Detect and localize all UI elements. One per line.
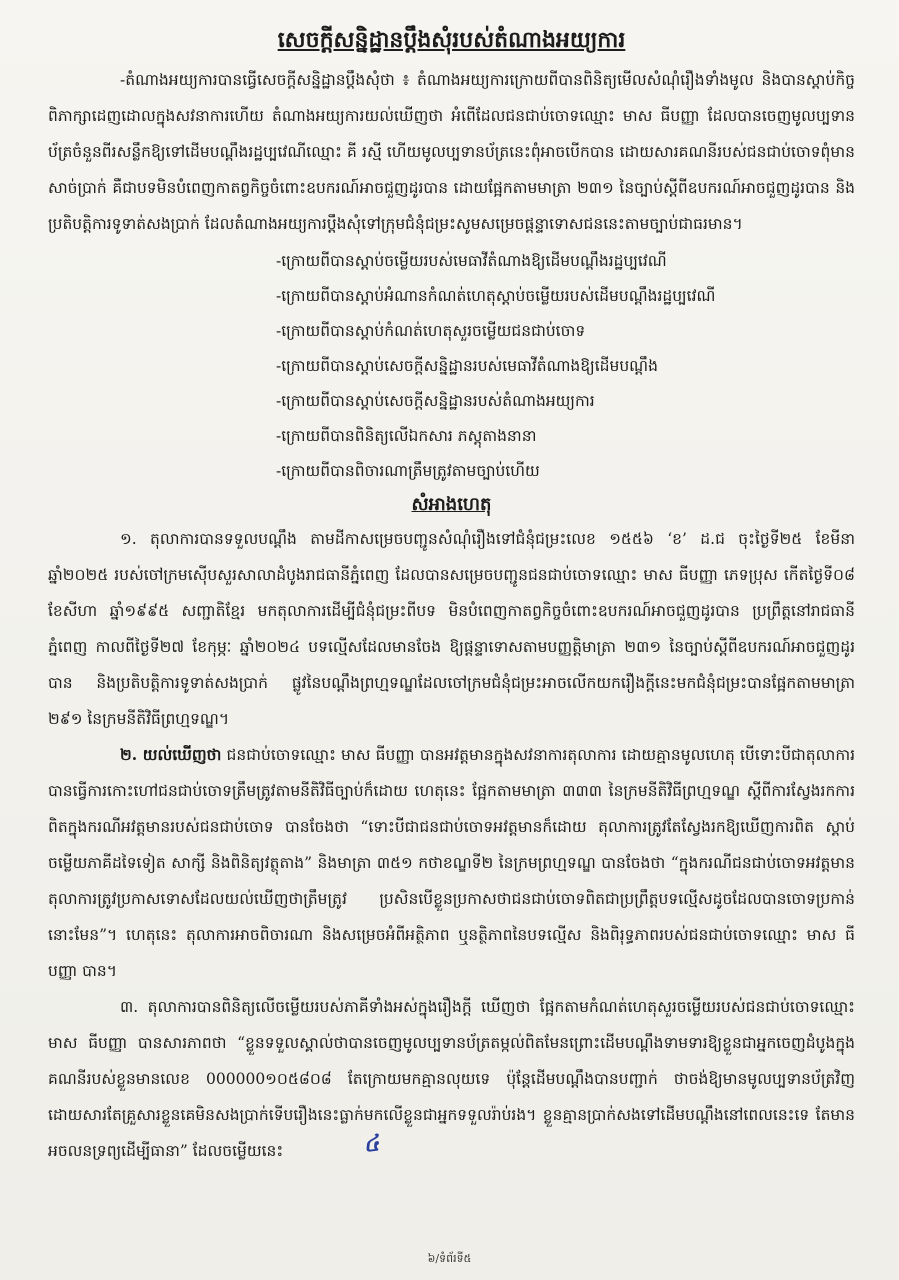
reason-paragraph-3 — [48, 989, 855, 1169]
reason-text: ៣. តុលាការបានពិនិត្យលើចម្លើយរបស់ភាគីទាំងអស់ក្នុងរឿងក្ដី ឃើញថា ផ្អែកតាមកំណត់ហេតុសួរចម្លើយរបស់ជនជាប់ចោទឈ្មោះ មាស ធីបញ្ញា បានសារភាពថា “ខ្លួនទទួលស្គាល់ថាបានចេញមូលប្បទានប័ត្រតម្កល់ពិតមែនព្រោះដើមបណ្ដឹងទាមទារឱ្យខ្លួនជាអ្នកចេញដំបូងក្នុងគណនីរបស់ខ្លួនមានលេខ 000000១០៥៨០៨ តែក្រោយមកគ្មានលុយទេ ប៉ុន្តែដើមបណ្ដឹងបានបញ្ជាក់ ថាចង់ឱ្យមានមូលប្បទានប័ត្រវិញ ដោយសារតែគ្រួសារខ្លួនគេមិនសងប្រាក់ទើបរឿងនេះធ្លាក់មកលើខ្លួនជាអ្នកទទួលរ៉ាប់រង។ ខ្លួនគ្មានប្រាក់សងទៅដើមបណ្ដឹងនៅពេលនេះទេ តែមានអចលនទ្រព្យដើម្បីធានា” ដែលចម្លើយនេះ — [48, 998, 855, 1160]
reason-label: ២. យល់ឃើញថា — [120, 745, 222, 764]
reason-text: ១. តុលាការបានទទួលបណ្ដឹង តាមដីកាសម្រេចបញ្ជូនសំណុំរឿងទៅជំនុំជម្រះលេខ ១៥៥៦ ‘ខ’ ដ.ជ ចុះថ្ងៃទី២៥ ខែមីនា ឆ្នាំ២០២៥ របស់ចៅក្រមស៊ើបសួរសាលាដំបូងរាជធានីភ្នំពេញ ដែលបានសម្រេចបញ្ជូនជនជាប់ចោទឈ្មោះ មាស ធីបញ្ញា ភេទប្រុស កើតថ្ងៃទី០៨ ខែសីហា ឆ្នាំ១៩៩៥ សញ្ជាតិខ្មែរ មកតុលាការដើម្បីជំនុំជម្រះពីបទ មិនបំពេញកាតព្វកិច្ចចំពោះឧបករណ៍អាចជួញដូរបាន ប្រព្រឹត្តនៅរាជធានីភ្នំពេញ កាលពីថ្ងៃទី២៧ ខែកុម្ភៈ ឆ្នាំ២០២៤ បទល្មើសដែលមានចែង ឱ្យផ្ដន្ទាទោសតាមបញ្ញត្តិមាត្រា ២៣១ នៃច្បាប់ស្ដីពីឧបករណ៍អាចជួញដូរបាន និងប្រតិបត្តិការទូទាត់សងប្រាក់ ផ្លូវនៃបណ្ដឹងព្រហ្មទណ្ឌដែលចៅក្រមជំនុំជម្រះអាចលើកយករឿងក្ដីនេះមកជំនុំជម្រះបានផ្អែកតាមមាត្រា ២៩១ នៃក្រមនីតិវិធីព្រហ្មទណ្ឌ។ — [48, 530, 855, 728]
document-title: សេចក្ដីសន្និដ្ឋានប្ដឹងសុំរបស់តំណាងអយ្យការ — [277, 27, 626, 53]
procedure-list — [48, 244, 855, 489]
list-item: -ក្រោយពីបានស្ដាប់កំណត់ហេតុសួរចម្លើយជនជាប់ចោទ — [276, 322, 586, 340]
reason-paragraph-2 — [48, 737, 855, 989]
list-item: -ក្រោយពីបានពិចារណាត្រឹមត្រូវតាមច្បាប់ហើយ — [276, 462, 540, 480]
list-item: -ក្រោយពីបានស្ដាប់ចម្លើយរបស់មេធាវីតំណាងឱ្យដើមបណ្ដឹងរដ្ឋប្បវេណី — [276, 252, 667, 270]
page-number: ៦/ទំព័រទី៥ — [427, 1252, 472, 1265]
list-item: -ក្រោយពីបានស្ដាប់សេចក្ដីសន្និដ្ឋានរបស់មេធាវីតំណាងឱ្យដើមបណ្ដឹង — [276, 357, 658, 375]
section-heading: សំអាងហេតុ — [411, 494, 492, 515]
list-item: -ក្រោយពីបានស្ដាប់សេចក្ដីសន្និដ្ឋានរបស់តំណាងអយ្យការ — [276, 392, 595, 410]
reason-text: ជនជាប់ចោទឈ្មោះ មាស ធីបញ្ញា បានអវត្តមានក្នុងសវនាការតុលាការ ដោយគ្មានមូលហេតុ បើទោះបីជាតុលាការបានធ្វើការកោះហៅជនជាប់ចោទត្រឹមត្រូវតាមនីតិវិធីច្បាប់ក៏ដោយ ហេតុនេះ ផ្អែកតាមមាត្រា ៣៣៣ នៃក្រមនីតិវិធីព្រហ្មទណ្ឌ ស្ដីពីការស្វែងរកការពិតក្នុងករណីអវត្តមានរបស់ជនជាប់ចោទ បានចែងថា “ទោះបីជាជនជាប់ចោទអវត្តមានក៏ដោយ តុលាការត្រូវតែស្វែងរកឱ្យឃើញការពិត ស្ដាប់ចម្លើយភាគីដទៃទៀត សាក្សី និងពិនិត្យវត្ថុតាង” និងមាត្រា ៣៥១ កថាខណ្ឌទី២ នៃក្រមព្រហ្មទណ្ឌ បានចែងថា “ក្នុងករណីជនជាប់ចោទអវត្តមាន តុលាការត្រូវប្រកាសទោសដែលយល់ឃើញថាត្រឹមត្រូវ ប្រសិនបើខ្លួនប្រកាសថាជនជាប់ចោទពិតជាប្រព្រឹត្តបទល្មើសដូចដែលបានចោទប្រកាន់នោះមែន”។ ហេតុនេះ តុលាការអាចពិចារណា និងសម្រេចអំពីអត្ថិភាព ឬនត្ថិភាពនៃបទល្មើស និងពិរុទ្ធភាពរបស់ជនជាប់ចោទឈ្មោះ មាស ធីបញ្ញា បាន។ — [48, 746, 856, 980]
handwritten-annotation: ៤ — [362, 1131, 381, 1158]
reason-paragraph-1 — [48, 521, 855, 737]
intro-paragraph: -តំណាងអយ្យការបានធ្វើសេចក្ដីសន្និដ្ឋានប្ដឹងសុំថា ៖ តំណាងអយ្យការក្រោយពីបានពិនិត្យមើលសំណុំរឿងទាំងមូល និងបានស្ដាប់កិច្ចពិភាក្សាដេញដោលក្នុងសវនាការហើយ តំណាងអយ្យការយល់ឃើញថា អំពើដែលជនជាប់ចោទឈ្មោះ មាស ធីបញ្ញា ដែលបានចេញមូលប្បទានប័ត្រចំនួនពីរសន្លឹកឱ្យទៅដើមបណ្ដឹងរដ្ឋប្បវេណីឈ្មោះ គី រស្មី ហើយមូលប្បទានប័ត្រនេះពុំអាចបើកបាន ដោយសារគណនីរបស់ជនជាប់ចោទពុំមានសាច់ប្រាក់ គឺជាបទមិនបំពេញកាតព្វកិច្ចចំពោះឧបករណ៍អាចជួញដូរបាន ដោយផ្អែកតាមមាត្រា ២៣១ នៃច្បាប់ស្ដីពីឧបករណ៍អាចជួញដូរបាន និងប្រតិបត្តិការទូទាត់សងប្រាក់ ដែលតំណាងអយ្យការប្ដឹងសុំទៅក្រុមជំនុំជម្រះសូមសម្រេចផ្ដន្ទាទោសជននេះតាមច្បាប់ជាធរមាន។ — [48, 71, 855, 233]
list-item: -ក្រោយពីបានពិនិត្យលើឯកសារ ភស្ដុតាងនានា — [276, 427, 537, 445]
list-item: -ក្រោយពីបានស្ដាប់អំណានកំណត់ហេតុស្ដាប់ចម្លើយរបស់ដើមបណ្ដឹងរដ្ឋប្បវេណី — [276, 287, 716, 305]
